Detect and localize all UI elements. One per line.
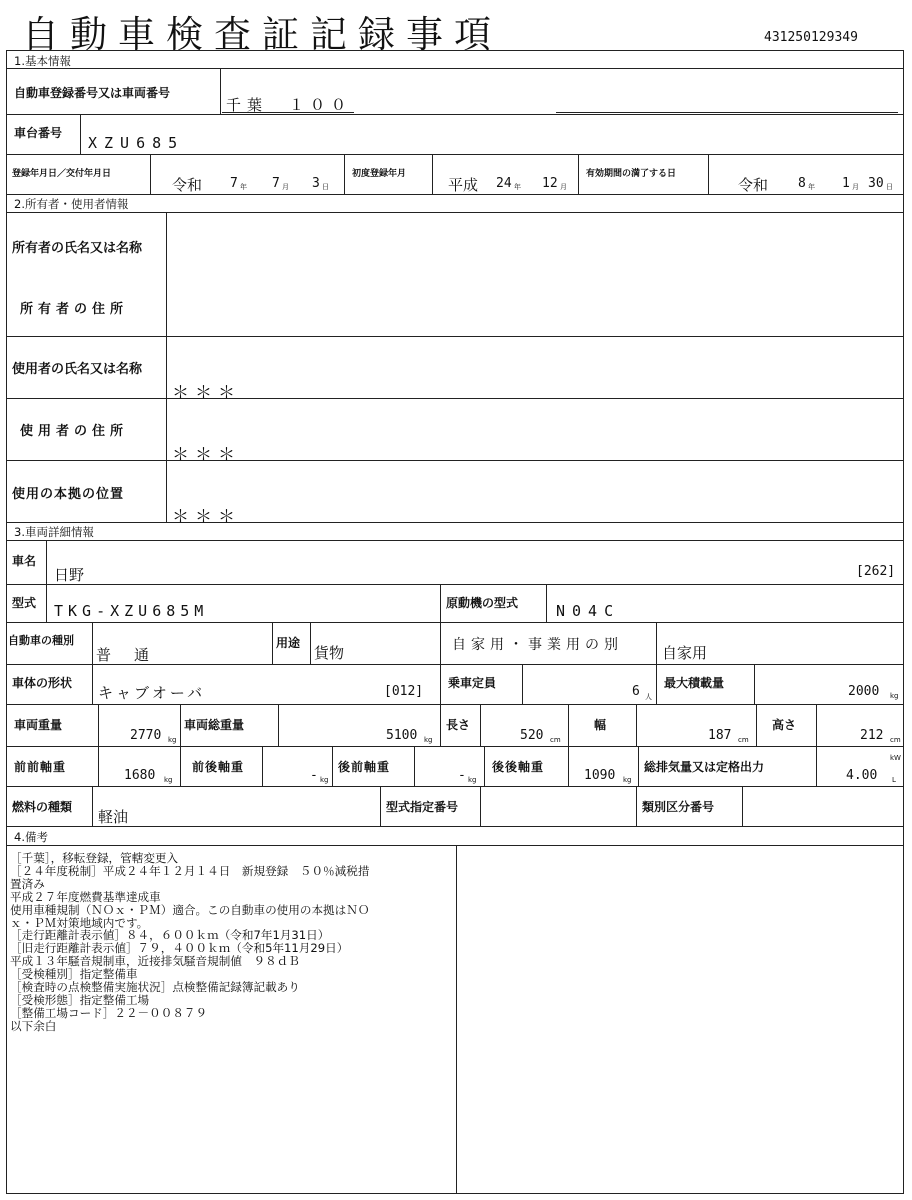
regdate-label: 登録年月日／交付年月日 bbox=[12, 169, 112, 179]
remarks-line: ［旧走行距離計表示値］７９，４００ｋｍ（令和5年11月29日） bbox=[10, 941, 349, 956]
rule bbox=[6, 826, 904, 827]
vehicle-weight-unit: kg bbox=[168, 736, 177, 744]
rule bbox=[6, 68, 904, 69]
rule bbox=[440, 622, 441, 664]
expiry-label: 有効期間の満了する日 bbox=[586, 169, 677, 179]
vehicle-name-value: 日野 bbox=[54, 566, 85, 584]
unit-year: 年 bbox=[240, 183, 247, 191]
remarks-line: ［受検種別］指定整備車 bbox=[10, 967, 138, 982]
rule bbox=[636, 704, 637, 746]
underline bbox=[556, 112, 898, 113]
rule bbox=[484, 746, 485, 786]
rule bbox=[92, 786, 93, 826]
rear-front-axle-unit: kg bbox=[468, 776, 477, 784]
rule bbox=[638, 746, 639, 786]
width-value: 187 bbox=[708, 728, 732, 743]
expiry-year: 8 bbox=[798, 176, 806, 191]
remarks-line: 平成２７年度燃費基準達成車 bbox=[10, 889, 161, 904]
rule bbox=[278, 704, 279, 746]
gross-weight-value: 5100 bbox=[386, 728, 418, 743]
chassis-value: XZU685 bbox=[88, 134, 185, 152]
owner-name-label: 所有者の氏名又は名称 bbox=[12, 241, 143, 256]
front-rear-axle-value: - bbox=[310, 768, 318, 783]
private-business-value: 自家用 bbox=[662, 644, 708, 662]
rule bbox=[344, 154, 345, 194]
rule bbox=[6, 212, 904, 213]
reg-number-label: 自動車登録番号又は車両番号 bbox=[14, 86, 171, 100]
rule bbox=[816, 746, 817, 786]
rule bbox=[414, 746, 415, 786]
capacity-unit: 人 bbox=[645, 693, 652, 701]
rule bbox=[6, 398, 904, 399]
rule bbox=[46, 584, 47, 622]
unit-day: 日 bbox=[322, 183, 329, 191]
rule bbox=[440, 664, 441, 704]
vehicle-weight-value: 2770 bbox=[130, 728, 162, 743]
front-front-axle-label: 前前軸重 bbox=[14, 760, 67, 774]
unit-year: 年 bbox=[808, 183, 815, 191]
fuel-type-value: 軽油 bbox=[98, 808, 129, 826]
engine-model-value: N04C bbox=[556, 602, 621, 620]
user-name-label: 使用者の氏名又は名称 bbox=[12, 362, 143, 377]
user-address-label: 使用者の住所 bbox=[20, 424, 129, 439]
user-name-value: ＊＊＊ bbox=[172, 383, 241, 403]
remarks-line: 以下余白 bbox=[10, 1018, 57, 1033]
rule bbox=[220, 68, 221, 114]
max-load-label: 最大積載量 bbox=[664, 676, 725, 690]
displacement-unit-l: L bbox=[892, 776, 896, 784]
regdate-day: 3 bbox=[312, 176, 320, 191]
rule bbox=[708, 154, 709, 194]
remarks-text bbox=[10, 852, 450, 1033]
gross-weight-label: 車両総重量 bbox=[184, 718, 245, 732]
height-unit: cm bbox=[890, 736, 901, 744]
rule bbox=[756, 704, 757, 746]
rule bbox=[816, 704, 817, 746]
rule bbox=[546, 584, 547, 622]
gross-weight-unit: kg bbox=[424, 736, 433, 744]
document-title: 自動車検査証記録事項 bbox=[22, 13, 502, 56]
type-designation-label: 型式指定番号 bbox=[386, 800, 459, 814]
rule bbox=[480, 704, 481, 746]
rule bbox=[440, 584, 441, 622]
rule bbox=[380, 786, 381, 826]
firstreg-era: 平成 bbox=[448, 176, 479, 194]
rule bbox=[92, 664, 93, 704]
use-value: 貨物 bbox=[314, 644, 345, 662]
rear-rear-axle-unit: kg bbox=[623, 776, 632, 784]
remarks-line: 平成１３年騒音規制車，近接排気騒音規制値 ９８ｄＢ bbox=[10, 954, 300, 969]
vehicle-kind-value: 普 通 bbox=[96, 646, 154, 664]
rule bbox=[6, 154, 904, 155]
vehicle-name-label: 車名 bbox=[12, 554, 37, 568]
rear-rear-axle-value: 1090 bbox=[584, 768, 616, 783]
rule bbox=[6, 786, 904, 787]
model-label: 型式 bbox=[12, 596, 37, 610]
length-unit: cm bbox=[550, 736, 561, 744]
regdate-year: 7 bbox=[230, 176, 238, 191]
rule bbox=[46, 540, 47, 584]
rule bbox=[6, 746, 904, 747]
front-rear-axle-unit: kg bbox=[320, 776, 329, 784]
rear-front-axle-label: 後前軸重 bbox=[338, 760, 391, 774]
remarks-line: ［整備工場コード］２２－００８７９ bbox=[10, 1005, 208, 1020]
width-label: 幅 bbox=[594, 718, 607, 732]
rule bbox=[180, 704, 181, 746]
front-front-axle-value: 1680 bbox=[124, 768, 156, 783]
firstreg-year: 24 bbox=[496, 176, 512, 191]
unit-year: 年 bbox=[514, 183, 521, 191]
regdate-era: 令和 bbox=[172, 176, 203, 194]
rule bbox=[522, 664, 523, 704]
height-value: 212 bbox=[860, 728, 884, 743]
firstreg-month: 12 bbox=[542, 176, 558, 191]
rule bbox=[310, 622, 311, 664]
unit-month: 月 bbox=[852, 183, 859, 191]
base-location-value: ＊＊＊ bbox=[172, 507, 241, 527]
section-heading-vehicle: 3.車両詳細情報 bbox=[14, 525, 94, 539]
body-shape-code: [012] bbox=[384, 684, 424, 699]
remarks-line: ［走行距離計表示値］８４，６００ｋｍ（令和7年1月31日） bbox=[10, 928, 330, 943]
rule bbox=[92, 622, 93, 664]
rule bbox=[568, 704, 569, 746]
max-load-value: 2000 bbox=[848, 684, 880, 699]
rule bbox=[440, 704, 441, 746]
displacement-unit-kw: kW bbox=[890, 754, 901, 762]
rule bbox=[150, 154, 151, 194]
section-heading-remarks: 4.備考 bbox=[14, 830, 48, 844]
front-rear-axle-label: 前後軸重 bbox=[192, 760, 245, 774]
vehicle-name-code: [262] bbox=[856, 564, 896, 579]
body-shape-value: キャブオーバ bbox=[98, 684, 206, 702]
body-shape-label: 車体の形状 bbox=[12, 676, 73, 690]
category-number-label: 類別区分番号 bbox=[642, 800, 715, 814]
vehicle-weight-label: 車両重量 bbox=[14, 718, 63, 732]
engine-model-label: 原動機の型式 bbox=[446, 596, 519, 610]
model-value: TKG-XZU685M bbox=[54, 602, 209, 620]
rule bbox=[180, 746, 181, 786]
fuel-type-label: 燃料の種類 bbox=[12, 800, 73, 814]
remarks-line: 置済み bbox=[10, 876, 45, 891]
rule bbox=[6, 540, 904, 541]
displacement-label: 総排気量又は定格出力 bbox=[644, 760, 765, 774]
rule bbox=[742, 786, 743, 826]
chassis-label: 車台番号 bbox=[14, 126, 63, 140]
owner-address-label: 所有者の住所 bbox=[20, 302, 129, 317]
base-location-label: 使用の本拠の位置 bbox=[12, 487, 125, 502]
rule bbox=[656, 622, 657, 664]
capacity-label: 乗車定員 bbox=[448, 676, 497, 690]
user-address-value: ＊＊＊ bbox=[172, 445, 241, 465]
rule bbox=[166, 212, 167, 522]
rule bbox=[6, 460, 904, 461]
capacity-value: 6 bbox=[632, 684, 640, 699]
rule bbox=[6, 704, 904, 705]
rule bbox=[568, 746, 569, 786]
unit-month: 月 bbox=[560, 183, 567, 191]
rule bbox=[578, 154, 579, 194]
regdate-month: 7 bbox=[272, 176, 280, 191]
rule bbox=[6, 336, 904, 337]
width-unit: cm bbox=[738, 736, 749, 744]
rule bbox=[656, 664, 657, 704]
section-heading-owner: 2.所有者・使用者情報 bbox=[14, 197, 129, 211]
use-label: 用途 bbox=[276, 636, 301, 650]
private-business-label: 自家用・事業用の別 bbox=[452, 637, 623, 653]
rear-front-axle-value: - bbox=[458, 768, 466, 783]
remarks-line: ［２４年度税制］平成２４年１２月１４日 新規登録 ５０％減税措 bbox=[10, 863, 370, 878]
expiry-day: 30 bbox=[868, 176, 884, 191]
remarks-line: ｘ・ＰＭ対策地域内です。 bbox=[10, 915, 149, 930]
rule bbox=[6, 584, 904, 585]
front-front-axle-unit: kg bbox=[164, 776, 173, 784]
expiry-era: 令和 bbox=[738, 176, 769, 194]
reg-number-value: 千葉 １００ bbox=[226, 96, 353, 114]
rule bbox=[6, 522, 904, 523]
remarks-line: ［受検形態］指定整備工場 bbox=[10, 992, 150, 1007]
length-label: 長さ bbox=[446, 718, 471, 732]
rule bbox=[98, 746, 99, 786]
rule bbox=[480, 786, 481, 826]
rule bbox=[80, 114, 81, 154]
remarks-line: ［千葉］，移転登録，管轄変更入 bbox=[10, 851, 179, 865]
firstreg-label: 初度登録年月 bbox=[352, 169, 407, 179]
section-heading-basic: 1.基本情報 bbox=[14, 54, 71, 68]
vehicle-kind-label: 自動車の種別 bbox=[8, 634, 74, 647]
height-label: 高さ bbox=[772, 718, 797, 732]
unit-day: 日 bbox=[886, 183, 893, 191]
rule bbox=[6, 845, 904, 846]
max-load-unit: kg bbox=[890, 692, 899, 700]
document-number: 431250129349 bbox=[764, 30, 858, 45]
rule bbox=[332, 746, 333, 786]
displacement-value: 4.00 bbox=[846, 768, 878, 783]
expiry-month: 1 bbox=[842, 176, 850, 191]
rule bbox=[6, 622, 904, 623]
rule bbox=[636, 786, 637, 826]
rule bbox=[272, 622, 273, 664]
rule bbox=[98, 704, 99, 746]
rule bbox=[456, 845, 457, 1194]
rule bbox=[6, 114, 904, 115]
rule bbox=[754, 664, 755, 704]
rear-rear-axle-label: 後後軸重 bbox=[492, 760, 545, 774]
remarks-line: 使用車種規制（ＮＯｘ・ＰＭ）適合。この自動車の使用の本拠はＮＯ bbox=[10, 902, 370, 917]
rule bbox=[262, 746, 263, 786]
remarks-line: ［検査時の点検整備実施状況］点検整備記録簿記載あり bbox=[10, 980, 300, 995]
unit-month: 月 bbox=[282, 183, 289, 191]
length-value: 520 bbox=[520, 728, 544, 743]
rule bbox=[432, 154, 433, 194]
